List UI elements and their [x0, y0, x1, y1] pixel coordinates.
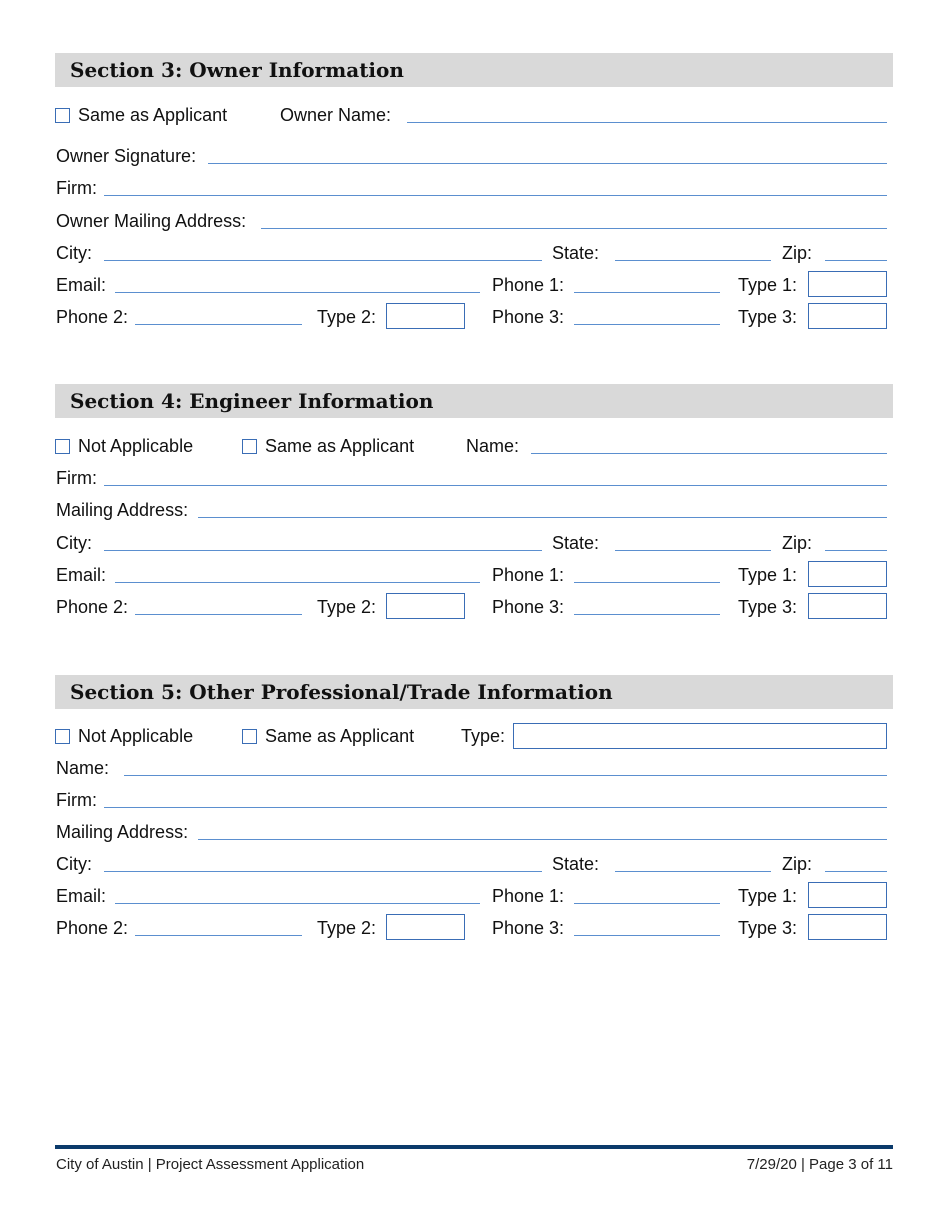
s5-same-as-applicant-label: Same as Applicant: [265, 726, 415, 746]
s4-email-field[interactable]: [115, 582, 480, 583]
s4-type2-label: Type 2:: [317, 597, 377, 617]
s3-phone2-label: Phone 2:: [56, 307, 129, 327]
s3-email-label: Email:: [56, 275, 107, 295]
s5-state-field[interactable]: [615, 871, 771, 872]
s5-name-field[interactable]: [124, 775, 887, 776]
s5-firm-field[interactable]: [104, 807, 887, 808]
s5-zip-field[interactable]: [825, 871, 887, 872]
s3-firm-label: Firm:: [56, 178, 97, 198]
s4-phone3-label: Phone 3:: [492, 597, 565, 617]
s5-type-label: Type:: [461, 726, 506, 746]
s5-city-field[interactable]: [104, 871, 542, 872]
s5-type3-select[interactable]: [808, 914, 887, 940]
s4-type2-select[interactable]: [386, 593, 465, 619]
footer-left-text: City of Austin | Project Assessment Application: [56, 1156, 365, 1173]
s3-state-label: State:: [552, 243, 600, 263]
s5-type3-label: Type 3:: [738, 918, 798, 938]
s5-state-label: State:: [552, 854, 600, 874]
s3-same-as-applicant-checkbox[interactable]: [55, 108, 70, 123]
s4-phone2-field[interactable]: [135, 614, 302, 615]
s4-firm-field[interactable]: [104, 485, 887, 486]
s3-owner-name-label: Owner Name:: [280, 105, 392, 125]
s3-type1-label: Type 1:: [738, 275, 798, 295]
s5-type2-select[interactable]: [386, 914, 465, 940]
s5-type1-label: Type 1:: [738, 886, 798, 906]
s4-firm-label: Firm:: [56, 468, 97, 488]
section-5-title: Section 5: Other Professional/Trade Information: [70, 680, 613, 704]
s5-phone1-label: Phone 1:: [492, 886, 565, 906]
s4-city-field[interactable]: [104, 550, 542, 551]
section-4-header: [55, 384, 893, 418]
s5-phone1-field[interactable]: [574, 903, 720, 904]
s4-mailing-address-label: Mailing Address:: [56, 500, 189, 520]
section-5-header: [55, 675, 893, 709]
s5-phone3-field[interactable]: [574, 935, 720, 936]
s4-zip-field[interactable]: [825, 550, 887, 551]
s3-mailing-address-field[interactable]: [261, 228, 887, 229]
s3-city-field[interactable]: [104, 260, 542, 261]
s3-same-as-applicant-label: Same as Applicant: [78, 105, 228, 125]
s3-state-field[interactable]: [615, 260, 771, 261]
s4-phone1-label: Phone 1:: [492, 565, 565, 585]
s3-mailing-address-label: Owner Mailing Address:: [56, 211, 247, 231]
s5-email-field[interactable]: [115, 903, 480, 904]
s3-type3-label: Type 3:: [738, 307, 798, 327]
s3-owner-name-field[interactable]: [407, 122, 887, 123]
s4-mailing-address-field[interactable]: [198, 517, 887, 518]
s5-phone2-label: Phone 2:: [56, 918, 129, 938]
s4-phone2-label: Phone 2:: [56, 597, 129, 617]
s5-email-label: Email:: [56, 886, 107, 906]
s4-type1-select[interactable]: [808, 561, 887, 587]
s3-phone3-label: Phone 3:: [492, 307, 565, 327]
s3-owner-signature-label: Owner Signature:: [56, 146, 197, 166]
s5-mailing-address-label: Mailing Address:: [56, 822, 189, 842]
footer-right-text: 7/29/20 | Page 3 of 11: [746, 1156, 893, 1173]
s4-name-label: Name:: [466, 436, 520, 456]
s4-state-field[interactable]: [615, 550, 771, 551]
s4-phone3-field[interactable]: [574, 614, 720, 615]
s5-type2-label: Type 2:: [317, 918, 377, 938]
s3-city-label: City:: [56, 243, 92, 263]
s4-city-label: City:: [56, 533, 92, 553]
s5-name-label: Name:: [56, 758, 110, 778]
s3-firm-field[interactable]: [104, 195, 887, 196]
s4-type3-label: Type 3:: [738, 597, 798, 617]
s5-not-applicable-label: Not Applicable: [78, 726, 194, 746]
s4-type3-select[interactable]: [808, 593, 887, 619]
s4-email-label: Email:: [56, 565, 107, 585]
s3-phone1-field[interactable]: [574, 292, 720, 293]
s4-name-field[interactable]: [531, 453, 887, 454]
s3-phone3-field[interactable]: [574, 324, 720, 325]
s3-phone1-label: Phone 1:: [492, 275, 565, 295]
section-3-title: Section 3: Owner Information: [70, 58, 404, 82]
footer-rule: [55, 1145, 893, 1149]
section-4-title: Section 4: Engineer Information: [70, 389, 434, 413]
s4-zip-label: Zip:: [782, 533, 813, 553]
s3-zip-label: Zip:: [782, 243, 813, 263]
s4-same-as-applicant-label: Same as Applicant: [265, 436, 415, 456]
s4-state-label: State:: [552, 533, 600, 553]
s3-type2-select[interactable]: [386, 303, 465, 329]
s5-phone3-label: Phone 3:: [492, 918, 565, 938]
s3-owner-signature-field[interactable]: [208, 163, 887, 164]
s3-phone2-field[interactable]: [135, 324, 302, 325]
s5-zip-label: Zip:: [782, 854, 813, 874]
s4-same-as-applicant-checkbox[interactable]: [242, 439, 257, 454]
s4-phone1-field[interactable]: [574, 582, 720, 583]
s3-type1-select[interactable]: [808, 271, 887, 297]
s3-type2-label: Type 2:: [317, 307, 377, 327]
s5-phone2-field[interactable]: [135, 935, 302, 936]
s5-mailing-address-field[interactable]: [198, 839, 887, 840]
s5-type-select[interactable]: [513, 723, 887, 749]
s5-same-as-applicant-checkbox[interactable]: [242, 729, 257, 744]
s5-not-applicable-checkbox[interactable]: [55, 729, 70, 744]
s3-email-field[interactable]: [115, 292, 480, 293]
s3-type3-select[interactable]: [808, 303, 887, 329]
s4-not-applicable-checkbox[interactable]: [55, 439, 70, 454]
s5-type1-select[interactable]: [808, 882, 887, 908]
s5-firm-label: Firm:: [56, 790, 97, 810]
s3-zip-field[interactable]: [825, 260, 887, 261]
s5-city-label: City:: [56, 854, 92, 874]
s4-not-applicable-label: Not Applicable: [78, 436, 194, 456]
s4-type1-label: Type 1:: [738, 565, 798, 585]
section-3-header: [55, 53, 893, 87]
